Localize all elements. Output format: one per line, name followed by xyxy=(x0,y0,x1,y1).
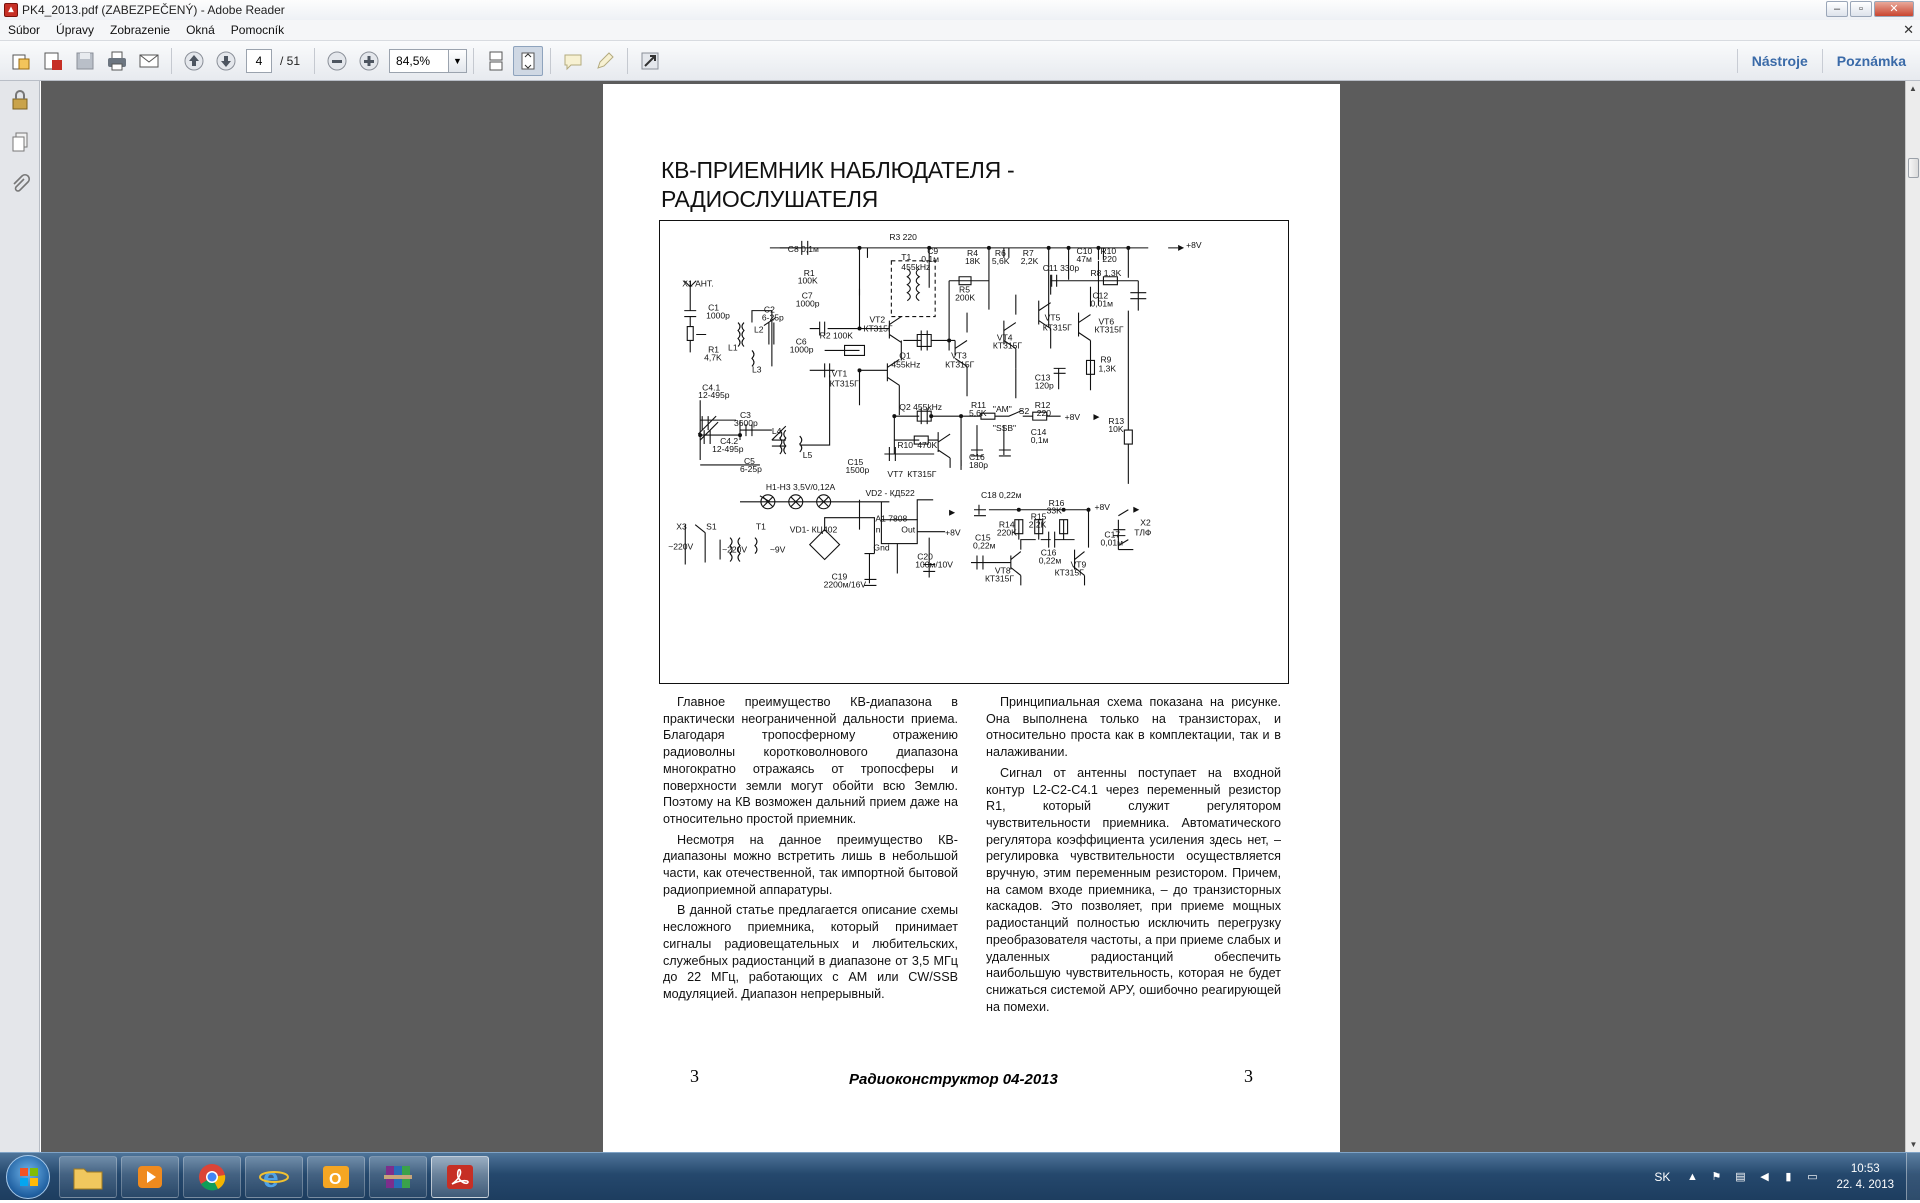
svg-text:O: O xyxy=(329,1171,342,1188)
label-c1-value: 1000р xyxy=(706,310,730,321)
page-thumbnails-icon[interactable] xyxy=(9,131,31,153)
create-pdf-button[interactable] xyxy=(38,46,68,76)
label-vt8-value: КТ315Г xyxy=(984,573,1015,584)
label-s2: S2 xyxy=(1018,406,1030,417)
label-c17-value: 0,01м xyxy=(1100,537,1123,548)
label-r16-value: 33K xyxy=(1046,505,1062,516)
label-c4-2: C4.2 xyxy=(720,436,739,447)
action-center-flag-icon[interactable]: ⚑ xyxy=(1711,1171,1722,1183)
paragraph: Принципиальная схема показана на рисунке. Она выполнена только на транзисторах, и относительно проста как в комплектации, так и в налаживании. xyxy=(986,695,1281,760)
label-r8: R8 1,3K xyxy=(1090,267,1122,278)
circuit-schematic xyxy=(659,220,1289,684)
expand-icon xyxy=(639,50,661,72)
label-c15a: C15 xyxy=(847,456,864,467)
minus-icon xyxy=(326,50,348,72)
fit-page-icon xyxy=(517,50,539,72)
language-indicator[interactable]: SK xyxy=(1654,1170,1671,1184)
adobe-reader-app-icon: ▴ xyxy=(4,3,18,17)
arrow-up-icon xyxy=(183,50,205,72)
title-bar xyxy=(0,0,1920,20)
label-c4-1-value: 12-495р xyxy=(698,390,730,401)
paragraph: В данной статье предлагается описание схемы несложного приемника, который принимает сигналы радиовещательных и любительских, служебных радиостанций в диапазоне от 3,5 МГц до 22 МГц, работающих с АМ или CW/SSB модуляцией. Диапазон непрерывный. xyxy=(663,903,958,1001)
label-vt6: VT6 xyxy=(1098,316,1115,327)
label-c2-value: 6-25р xyxy=(761,312,784,323)
scroll-down-icon[interactable]: ▼ xyxy=(1909,1140,1918,1149)
label-r11: R11 xyxy=(971,400,987,411)
clock-date: 22. 4. 2013 xyxy=(1836,1179,1894,1191)
show-desktop-button[interactable] xyxy=(1906,1153,1920,1201)
label-c6-value: 1000р xyxy=(789,344,814,355)
taskbar-outlook[interactable] xyxy=(307,1156,365,1198)
pencil-icon xyxy=(594,50,616,72)
label-r14-value: 220K xyxy=(996,527,1017,538)
clock-time: 10:53 xyxy=(1850,1163,1880,1175)
page-total: / 51 xyxy=(280,53,301,68)
folder-icon xyxy=(72,1163,104,1191)
menu-help[interactable]: Pomocník xyxy=(230,23,285,37)
label-c15b-value: 0,22м xyxy=(973,540,996,551)
save-icon xyxy=(74,50,96,72)
comment-link[interactable]: Poznámka xyxy=(1822,49,1920,73)
close-window-button[interactable]: ✕ xyxy=(1874,1,1914,17)
scrollbar-thumb[interactable] xyxy=(1908,158,1919,178)
previous-page-button[interactable] xyxy=(179,46,209,76)
label-vt3-value: КТ315Г xyxy=(945,359,975,370)
comment-button[interactable] xyxy=(558,46,588,76)
label-r1a: R1 xyxy=(803,267,815,278)
label-r10b-value: 470K xyxy=(917,440,938,451)
label-vt8: VT8 xyxy=(994,565,1011,576)
label-r9-value: 1,3K xyxy=(1098,363,1117,374)
close-document-icon[interactable]: ✕ xyxy=(1903,22,1914,37)
label-r6-value: 5,6K xyxy=(991,255,1010,266)
label-x3: X3 xyxy=(676,521,687,532)
network-icon[interactable]: ▤ xyxy=(1735,1171,1746,1183)
label-r5-value: 200K xyxy=(955,292,976,303)
label-ssb: "SSB" xyxy=(992,423,1017,434)
label-r5: R5 xyxy=(959,284,971,295)
label-c15b: C15 xyxy=(974,532,991,543)
taskbar-internet-explorer[interactable] xyxy=(245,1156,303,1198)
menu-view[interactable]: Zobrazenie xyxy=(110,23,171,37)
label-r3: R3 220 xyxy=(889,231,917,242)
label-vt3: VT3 xyxy=(951,350,967,361)
label-q2: Q2 455kHz xyxy=(899,402,943,413)
winrar-icon xyxy=(382,1162,414,1192)
navigation-panel xyxy=(0,81,40,1152)
label-c7-value: 1000р xyxy=(795,298,820,309)
label-c20: C20 xyxy=(917,551,933,562)
label-vt7: VT7 xyxy=(887,468,904,479)
label-r6: R6 xyxy=(994,247,1006,258)
scroll-pages-icon xyxy=(485,50,507,72)
label-l3: L3 xyxy=(751,364,762,375)
menu-bar xyxy=(0,20,1920,41)
print-button[interactable] xyxy=(102,46,132,76)
zoom-level-input[interactable]: 84,5% xyxy=(389,49,449,73)
label-vt6-value: КТ315Г xyxy=(1094,324,1124,335)
window-title: PK4_2013.pdf (ZABEZPEČENÝ) - Adobe Reader xyxy=(22,3,285,17)
label-vt4-value: КТ315Г xyxy=(992,340,1023,351)
label-l4: L4 xyxy=(771,426,782,437)
label-c18: C18 0,22м xyxy=(980,489,1022,500)
label-a1-gnd: Gnd xyxy=(873,542,890,553)
label-c5: C5 xyxy=(743,455,755,466)
label-a1: A1 7808 xyxy=(875,513,908,524)
label-r16: R16 xyxy=(1048,497,1065,508)
label-r13: R13 xyxy=(1108,416,1125,427)
label-c3-value: 3600р xyxy=(734,418,758,429)
rail-arrows xyxy=(949,245,1184,516)
label-c3: C3 xyxy=(740,410,751,421)
taskbar-adobe-reader[interactable] xyxy=(431,1156,489,1198)
right-panel-links xyxy=(1737,41,1920,81)
label-r14: R14 xyxy=(998,519,1015,530)
taskbar-explorer[interactable] xyxy=(59,1156,117,1198)
label-am: "AM" xyxy=(992,404,1012,415)
minimize-button[interactable]: – xyxy=(1826,1,1848,17)
label-c7: C7 xyxy=(801,290,813,301)
label-r10a-value: 220 xyxy=(1102,253,1117,264)
label-c4-2-value: 12-495р xyxy=(712,444,744,455)
page-number-right: 3 xyxy=(1244,1066,1253,1086)
open-folder-icon xyxy=(10,50,32,72)
label-a1-out: Out xyxy=(901,524,916,535)
label-c13: C13 xyxy=(1034,372,1051,383)
label-plus8v-top: +8V xyxy=(1186,239,1202,250)
label-r4-value: 18K xyxy=(965,255,981,266)
save-button[interactable] xyxy=(70,46,100,76)
label-vt1-value: КТ315Г xyxy=(829,378,859,389)
scrolling-mode-button[interactable] xyxy=(481,46,511,76)
label-r13-value: 10K xyxy=(1108,424,1124,435)
label-r7: R7 xyxy=(1022,247,1034,258)
label-r2: R2 100K xyxy=(819,330,853,341)
label-vd2: VD2 - КД522 xyxy=(865,487,915,498)
label-c6: C6 xyxy=(795,336,807,347)
menu-edit[interactable]: Úpravy xyxy=(56,23,95,37)
outlook-icon xyxy=(320,1162,352,1192)
label-vt9: VT9 xyxy=(1070,559,1087,570)
label-q1: Q1 xyxy=(899,350,911,361)
system-tray xyxy=(1654,1153,1920,1201)
next-page-button[interactable] xyxy=(211,46,241,76)
label-9v-secondary: ~9V xyxy=(769,544,786,555)
label-r12: R12 xyxy=(1034,400,1051,411)
show-hidden-icons-icon[interactable]: ▲ xyxy=(1686,1171,1698,1183)
taskbar xyxy=(0,1152,1920,1200)
label-r15: R15 xyxy=(1030,511,1047,522)
label-vt5-value: КТ315Г xyxy=(1042,322,1072,333)
label-c19: C19 xyxy=(831,571,848,582)
magazine-footer: Радиоконструктор 04-2013 xyxy=(849,1071,1058,1088)
internet-explorer-icon xyxy=(258,1162,290,1192)
label-c9: C9 xyxy=(927,245,939,256)
label-c16b: C16 xyxy=(1040,547,1057,558)
envelope-icon xyxy=(138,50,160,72)
plus-icon xyxy=(358,50,380,72)
chevron-down-icon: ▼ xyxy=(453,55,462,66)
label-h1-h3: H1-H3 3,5V/0,12A xyxy=(765,481,836,492)
printer-icon xyxy=(106,50,128,72)
label-c10-value: 47м xyxy=(1076,253,1092,264)
highlight-button[interactable] xyxy=(590,46,620,76)
label-q1-value: 455kHz xyxy=(891,359,921,370)
speech-bubble-icon xyxy=(562,50,584,72)
label-c14: C14 xyxy=(1030,427,1047,438)
page-number-left: 3 xyxy=(690,1066,699,1086)
article-column-right xyxy=(986,694,1281,1019)
label-c13-value: 120р xyxy=(1034,380,1054,391)
open-button[interactable] xyxy=(6,46,36,76)
maximize-button[interactable]: ▫ xyxy=(1850,1,1872,17)
zoom-in-button[interactable] xyxy=(354,46,384,76)
start-button[interactable] xyxy=(6,1155,50,1199)
zoom-dropdown-button[interactable] xyxy=(449,49,467,73)
label-r7-value: 2,2K xyxy=(1020,255,1039,266)
label-220v-input: ~220V xyxy=(668,541,694,552)
svg-text:e: e xyxy=(263,1162,279,1192)
label-c1: C1 xyxy=(708,302,720,313)
label-r12-value: 220 xyxy=(1036,408,1051,419)
label-r15-value: 2,2K xyxy=(1028,519,1047,530)
label-r4: R4 xyxy=(967,247,978,258)
label-x2: X2 xyxy=(1140,517,1151,528)
label-vt2-value: КТ315Г xyxy=(863,323,893,334)
label-c10: C10 xyxy=(1076,245,1093,256)
adobe-reader-icon xyxy=(444,1162,476,1192)
window-controls xyxy=(1826,1,1914,17)
label-vt9-value: КТ315Г xyxy=(1054,567,1084,578)
label-r10b: R10 xyxy=(897,440,914,451)
pdf-page xyxy=(603,84,1340,1152)
label-c5-value: 6-25р xyxy=(740,463,762,474)
label-c12-value: 0,01м xyxy=(1090,298,1114,309)
paperclip-icon[interactable] xyxy=(9,173,31,195)
arrow-down-icon xyxy=(215,50,237,72)
windows-logo-icon xyxy=(7,1156,51,1200)
taskbar-winrar[interactable] xyxy=(369,1156,427,1198)
label-c8: C8 0,1м xyxy=(787,243,819,254)
taskbar-media-player[interactable] xyxy=(121,1156,179,1198)
create-pdf-icon xyxy=(42,50,64,72)
media-player-icon xyxy=(134,1163,166,1191)
clock[interactable] xyxy=(1836,1161,1894,1193)
toolbar xyxy=(0,41,1920,81)
label-t1-value: 455kHz xyxy=(901,261,931,272)
label-l1: L1 xyxy=(728,342,738,353)
label-plus8v-mid: +8V xyxy=(1064,412,1081,423)
paragraph: Сигнал от антенны поступает на входной контур L2-C2-C4.1 через переменный резистор R1, который служит регулятором чувствительности приемника. Автоматического регулятора коэффициента усиления здесь нет, – регулировка чувствительности осуществляется вручную, этим переменным резистором. Причем, на самом входе приемника, – до транзисторных каскадов. Это позволяет, при приеме мощных радиостанций полностью исключить перегрузку преобразователя частоты, а при приеме слабых и удаленных радиостанций обеспечить наибольшую чувствительность, которая не будет снижаться системой АРУ, ошибочно реагирующей на помехи. xyxy=(986,765,1281,1014)
label-r1b: R1 xyxy=(708,344,720,355)
label-vt5: VT5 xyxy=(1044,312,1061,323)
paragraph: Главное преимущество КВ-диапазона в практически неограниченной дальности приема. Благодаря тропосферному отражению радиоволны коротковолнового диапазона многократно отражаясь от тропосферы и поверхности земли могут обойти всю Землю. Поэтому на КВ возможен дальний прием даже на относительно простой приемник. xyxy=(663,695,958,826)
fit-page-button[interactable] xyxy=(513,46,543,76)
label-a1-in: In xyxy=(873,524,881,535)
label-r9: R9 xyxy=(1100,354,1112,365)
vertical-scrollbar[interactable] xyxy=(1905,81,1920,1152)
label-vt1: VT1 xyxy=(831,368,848,379)
email-button[interactable] xyxy=(134,46,164,76)
article-column-left xyxy=(663,694,958,1007)
lock-icon[interactable] xyxy=(9,89,31,111)
label-r1a-value: 100K xyxy=(797,275,818,286)
label-c14-value: 0,1м xyxy=(1030,435,1049,446)
volume-icon[interactable]: ◀ xyxy=(1760,1171,1769,1183)
label-c11: C11 330р xyxy=(1042,262,1080,273)
taskbar-chrome[interactable] xyxy=(183,1156,241,1198)
label-220v-primary: ~220V xyxy=(722,544,748,555)
label-c2: C2 xyxy=(763,304,775,315)
paragraph: Несмотря на данное преимущество КВ-диапазоны можно встретить лишь в небольшой части, как отечественной, так импортной бытовой радиоприемной аппаратуры. xyxy=(663,832,958,897)
label-r10a: R10 xyxy=(1100,245,1117,256)
scroll-up-icon[interactable]: ▲ xyxy=(1909,84,1917,93)
zoom-out-button[interactable] xyxy=(322,46,352,76)
label-tlf: ТЛФ xyxy=(1134,527,1152,538)
label-s1: S1 xyxy=(706,521,717,532)
label-vt4: VT4 xyxy=(996,332,1013,343)
menu-file[interactable]: Súbor xyxy=(8,23,41,37)
label-c9-value: 0,1м xyxy=(921,253,939,264)
label-c16b-value: 0,22м xyxy=(1038,555,1062,566)
full-screen-button[interactable] xyxy=(635,46,665,76)
menu-window[interactable]: Okná xyxy=(186,23,215,37)
label-plus8v-psu: +8V xyxy=(945,527,961,538)
label-t1: T1 xyxy=(901,251,912,262)
label-c19-value: 2200м/16V xyxy=(823,579,867,590)
label-l5: L5 xyxy=(802,449,813,460)
power-icon[interactable]: ▮ xyxy=(1785,1171,1792,1183)
chrome-icon xyxy=(196,1162,228,1192)
label-r11-value: 5,6K xyxy=(969,408,987,419)
label-plus8v-audio: +8V xyxy=(1094,501,1110,512)
label-l2: L2 xyxy=(753,324,764,335)
page-number-input[interactable]: 4 xyxy=(246,49,272,73)
label-c16a: C16 xyxy=(969,451,985,462)
display-icon[interactable]: ▭ xyxy=(1807,1171,1818,1183)
label-c16a-value: 180р xyxy=(969,459,989,470)
tools-link[interactable]: Nástroje xyxy=(1737,49,1822,73)
label-c15a-value: 1500р xyxy=(845,464,870,475)
label-vd1: VD1- КЦ402 xyxy=(789,524,838,535)
label-c17: C17 xyxy=(1104,529,1121,540)
label-t1-transformer: T1 xyxy=(755,521,766,532)
label-c12: C12 xyxy=(1092,290,1109,301)
label-r1b-value: 4,7K xyxy=(704,352,722,363)
label-c4-1: C4.1 xyxy=(702,382,721,393)
label-vt7-value: КТ315Г xyxy=(907,468,937,479)
article-title: КВ-ПРИЕМНИК НАБЛЮДАТЕЛЯ - РАДИОСЛУШАТЕЛЯ xyxy=(661,157,1015,212)
label-vt2: VT2 xyxy=(869,314,886,325)
label-x1: X1 АНТ. xyxy=(682,278,714,289)
label-c20-value: 100м/10V xyxy=(915,559,953,570)
